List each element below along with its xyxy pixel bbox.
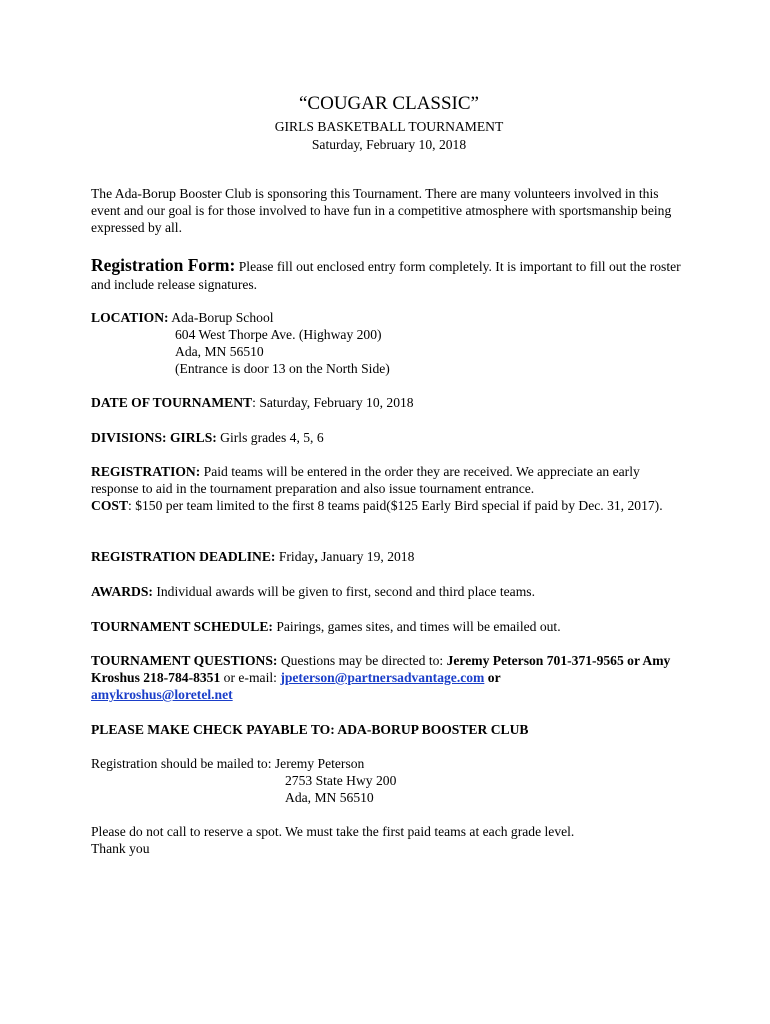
questions-contacts: Jeremy Peterson 701-371-9565 or Amy Kroshus 218-784-8351 <box>91 653 671 685</box>
location-line2: 604 West Thorpe Ave. (Highway 200) <box>175 327 382 342</box>
location-section <box>91 309 687 377</box>
registration-form-label: Registration Form: <box>91 255 236 275</box>
registration-deadline <box>91 548 687 565</box>
location-label: LOCATION: <box>91 310 169 325</box>
awards-label: AWARDS: <box>91 584 153 599</box>
email-link-jpeterson[interactable]: jpeterson@partnersadvantage.com <box>280 670 485 685</box>
deadline-comma: , <box>314 549 318 564</box>
questions-text: Questions may be directed to: <box>277 653 447 668</box>
closing-section <box>91 823 687 857</box>
date-of-tournament <box>91 394 687 411</box>
awards <box>91 583 687 600</box>
awards-text: Individual awards will be given to first, second and third place teams. <box>152 584 535 599</box>
schedule-label: TOURNAMENT SCHEDULE: <box>91 619 273 634</box>
tournament-date: Saturday, February 10, 2018 <box>311 137 467 152</box>
divisions-text: Girls grades 4, 5, 6 <box>216 430 324 445</box>
deadline-day: Friday <box>275 549 315 564</box>
cost-text: : $150 per team limited to the first 8 teams paid($125 Early Bird special if paid by Dec. 31, 2017). <box>128 498 663 513</box>
mail-line3: Ada, MN 56510 <box>285 790 374 805</box>
intro-paragraph: The Ada-Borup Booster Club is sponsoring this Tournament. There are many volunteers involved in this event and our goal is for those involved to have fun in a competitive atmosphere with sportsmanship being expressed by all. <box>91 186 672 235</box>
email-link-amykroshus[interactable]: amykroshus@loretel.net <box>91 687 233 702</box>
mail-line2: 2753 State Hwy 200 <box>285 773 397 788</box>
payable-text: PLEASE MAKE CHECK PAYABLE TO: ADA-BORUP BOOSTER CLUB <box>91 722 529 737</box>
page-subtitle: GIRLS BASKETBALL TOURNAMENT <box>274 119 504 134</box>
tournament-schedule <box>91 618 687 635</box>
date-of-tournament-label: DATE OF TOURNAMENT <box>91 395 253 410</box>
date-of-tournament-text: : Saturday, February 10, 2018 <box>252 395 414 410</box>
questions-label: TOURNAMENT QUESTIONS: <box>91 653 278 668</box>
mail-line1: Jeremy Peterson <box>274 756 365 771</box>
registration-form-text: Please fill out enclosed entry form completely. It is important to fill out the roster and include release signatures. <box>91 259 681 292</box>
registration-form-paragraph <box>91 256 687 294</box>
deadline-label: REGISTRATION DEADLINE: <box>91 549 276 564</box>
location-line1: Ada-Borup School <box>168 310 274 325</box>
questions-email-prefix: or e-mail: <box>220 670 281 685</box>
mail-label: Registration should be mailed to: <box>91 756 275 771</box>
deadline-date: January 19, 2018 <box>317 549 415 564</box>
location-line4: (Entrance is door 13 on the North Side) <box>175 361 390 376</box>
mailing-section <box>91 755 687 806</box>
divisions <box>91 429 687 446</box>
payable-notice <box>91 721 687 738</box>
schedule-text: Pairings, games sites, and times will be emailed out. <box>272 619 561 634</box>
registration-paragraph <box>91 463 687 514</box>
registration-label: REGISTRATION: <box>91 464 201 479</box>
tournament-questions <box>91 652 687 703</box>
location-line3: Ada, MN 56510 <box>175 344 264 359</box>
closing-line2: Thank you <box>91 841 150 856</box>
registration-text: Paid teams will be entered in the order they are received. We appreciate an early response to aid in the tournament preparation and also issue tournament entrance. <box>91 464 640 496</box>
cost-label: COST <box>91 498 129 513</box>
divisions-label: DIVISIONS: GIRLS: <box>91 430 217 445</box>
closing-line1: Please do not call to reserve a spot. We must take the first paid teams at each grade level. <box>91 824 575 839</box>
page-title: “COUGAR CLASSIC” <box>299 93 479 114</box>
questions-or: or <box>484 670 501 685</box>
